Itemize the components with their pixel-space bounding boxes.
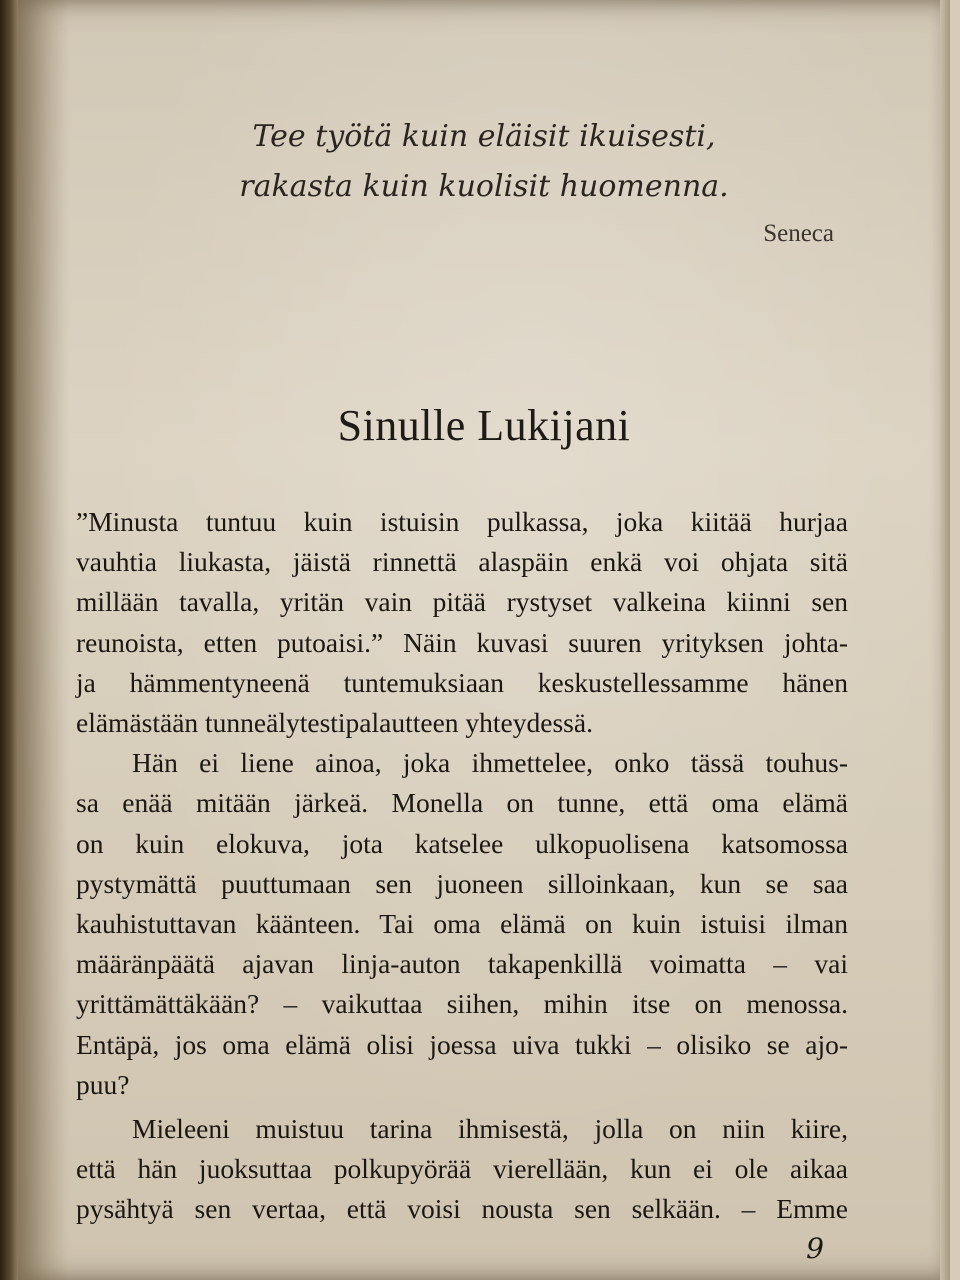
paragraph-1 — [76, 502, 848, 743]
text-line: puu? — [76, 1068, 130, 1100]
text-line: vauhtia liukasta, jäistä rinnettä alaspäin enkä voi ohjata sitä — [76, 546, 848, 578]
spine-shadow — [0, 0, 70, 1280]
text-line: kauhistuttavan käänteen. Tai oma elämä on kuin istuisi ilman — [76, 908, 848, 940]
text-line: ja hämmentyneenä tuntemuksiaan keskustellessamme hänen — [76, 666, 848, 698]
epigraph-line: Tee työtä kuin eläisit ikuisesti, — [252, 119, 716, 154]
text-line: Mieleeni muistuu tarina ihmisestä, jolla on niin kiire, — [132, 1113, 848, 1145]
page-number: 9 — [806, 1232, 824, 1265]
paragraph-3 — [76, 1109, 848, 1230]
text-line: millään tavalla, yritän vain pitää rystyset valkeina kiinni sen — [76, 586, 848, 618]
text-line: pysähtyä sen vertaa, että voisi nousta sen selkään. – Emme — [76, 1193, 848, 1225]
text-line: sa enää mitään järkeä. Monella on tunne, että oma elämä — [76, 787, 848, 819]
epigraph-line: rakasta kuin kuolisit huomenna. — [239, 169, 729, 204]
text-line: määränpäätä ajavan linja-auton takapenkillä voimatta – vai — [76, 948, 848, 980]
paragraph-2 — [76, 743, 848, 1105]
epigraph-author: Seneca — [763, 220, 834, 247]
text-line: ”Minusta tuntuu kuin istuisin pulkassa, joka kiitää hurjaa — [76, 506, 848, 537]
text-line: Hän ei liene ainoa, joka ihmettelee, onko tässä touhus- — [132, 747, 848, 779]
text-line: pystymättä puuttumaan sen juoneen silloinkaan, kun se saa — [76, 867, 848, 899]
text-line: Entäpä, jos oma elämä olisi joessa uiva tukki – olisiko se ajo- — [76, 1028, 848, 1060]
text-line: on kuin elokuva, jota katselee ulkopuolisena katsomossa — [76, 827, 848, 859]
text-line: elämästään tunneälytestipalautteen yhteydessä. — [76, 707, 593, 739]
text-line: reunoista, etten putoaisi.” Näin kuvasi suuren yrityksen johta- — [76, 626, 848, 658]
chapter-title: Sinulle Lukijani — [337, 401, 631, 450]
book-page — [18, 0, 950, 1280]
text-line: että hän juoksuttaa polkupyörää vierellään, kun ei ole aikaa — [76, 1153, 848, 1185]
epigraph-quote — [18, 112, 950, 212]
text-line: yrittämättäkään? – vaikuttaa siihen, mihin itse on menossa. — [76, 988, 848, 1020]
body-text — [76, 502, 848, 1230]
